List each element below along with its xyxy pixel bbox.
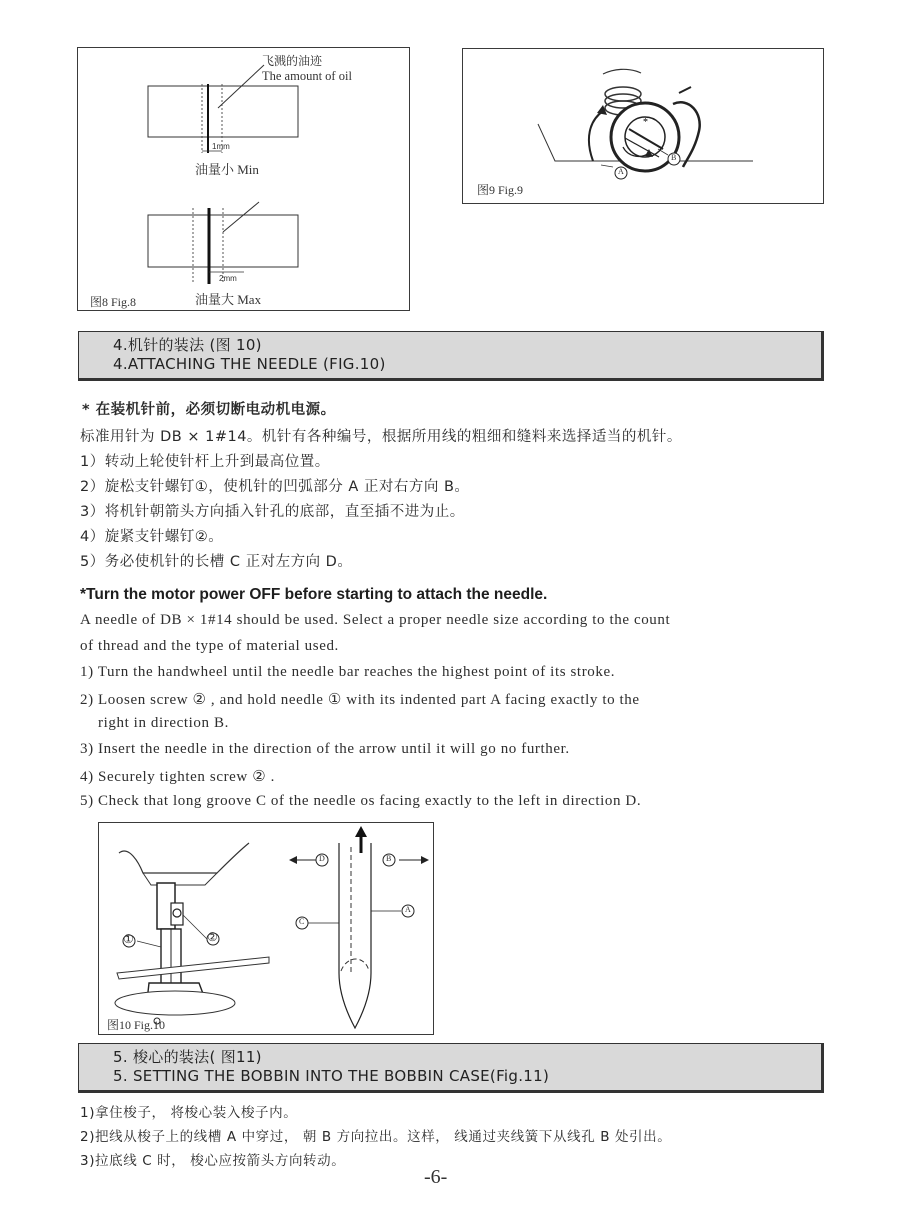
- figure-9: [462, 48, 824, 204]
- en-line-3: 1) Turn the handwheel until the needle bar reaches the highest point of its stroke.: [80, 664, 616, 680]
- section-4-title-en: 4.ATTACHING THE NEEDLE (FIG.10): [113, 355, 386, 373]
- section-5-title-en: 5. SETTING THE BOBBIN INTO THE BOBBIN CASE(Fig.11): [113, 1067, 550, 1085]
- section-5-title-zh: 5. 梭心的装法( 图11): [113, 1048, 262, 1066]
- zh-line-1: 标准用针为 DB × 1#14。机针有各种编号，根据所用线的粗细和缝料来选择适当的机针。: [80, 429, 682, 445]
- zh-line-4: 3）将机针朝箭头方向插入针孔的底部，直至插不进为止。: [80, 504, 465, 520]
- fig9-label-b: B: [671, 153, 677, 162]
- figure-10: [98, 822, 434, 1035]
- en-line-5: right in direction B.: [98, 715, 229, 731]
- figure-9-diagram: [463, 49, 823, 203]
- figure-10-diagram: [99, 823, 433, 1034]
- s5-line-1: 1)拿住梭子， 将梭心装入梭子内。: [80, 1105, 298, 1121]
- section-5-header: [78, 1043, 824, 1093]
- fig10-label-2: ②: [207, 930, 218, 944]
- fig10-label-d: D: [319, 854, 325, 863]
- fig10-label-1: ①: [123, 932, 134, 946]
- fig10-label-b: B: [386, 854, 392, 863]
- figure-8-diagram: [78, 48, 409, 310]
- figure-8: [77, 47, 410, 311]
- zh-line-5: 4）旋紧支针螺钉②。: [80, 529, 224, 545]
- en-line-6: 3) Insert the needle in the direction of the arrow until it will go no further.: [80, 741, 570, 757]
- max-label: 油量大 Max: [195, 292, 262, 307]
- oil-label-zh: 飞溅的油迹: [262, 54, 323, 68]
- max-gap-label: 2mm: [219, 274, 237, 283]
- en-line-2: of thread and the type of material used.: [80, 638, 339, 654]
- s5-line-2: 2)把线从梭子上的线槽 A 中穿过， 朝 B 方向拉出。这样， 线通过夹线簧下从线孔 B 处引出。: [80, 1129, 672, 1145]
- svg-text:*: *: [643, 117, 648, 128]
- en-warning: *Turn the motor power OFF before starting to attach the needle.: [80, 586, 548, 603]
- figure-8-caption: 图8 Fig.8: [90, 295, 137, 309]
- fig10-label-c: C: [299, 917, 305, 926]
- page-number: -6-: [424, 1166, 448, 1188]
- section-4-title-zh: 4.机针的装法 (图 10): [113, 336, 262, 354]
- s5-line-3: 3)拉底线 C 时， 梭心应按箭头方向转动。: [80, 1153, 346, 1169]
- zh-line-2: 1）转动上轮使针杆上升到最高位置。: [80, 454, 330, 470]
- figure-10-caption: 图10 Fig.10: [107, 1018, 166, 1032]
- en-line-1: A needle of DB × 1#14 should be used. Select a proper needle size according to the count: [80, 612, 671, 628]
- fig10-label-a: A: [405, 905, 411, 914]
- en-line-7: 4) Securely tighten screw ② .: [80, 769, 275, 785]
- zh-warning: * 在装机针前，必须切断电动机电源。: [82, 402, 336, 418]
- zh-line-6: 5）务必使机针的长槽 C 正对左方向 D。: [80, 554, 353, 570]
- en-line-4: 2) Loosen screw ② , and hold needle ① with its indented part A facing exactly to the: [80, 692, 640, 708]
- section-4-header: [78, 331, 824, 381]
- min-label: 油量小 Min: [195, 162, 259, 177]
- zh-line-3: 2）旋松支针螺钉①，使机针的凹弧部分 A 正对右方向 B。: [80, 479, 470, 495]
- min-gap-label: 1mm: [212, 142, 230, 151]
- en-line-8: 5) Check that long groove C of the needle os facing exactly to the left in direction D.: [80, 793, 642, 809]
- figure-9-caption: 图9 Fig.9: [477, 183, 524, 197]
- fig9-label-a: A: [618, 167, 624, 176]
- oil-label-en: The amount of oil: [262, 69, 352, 83]
